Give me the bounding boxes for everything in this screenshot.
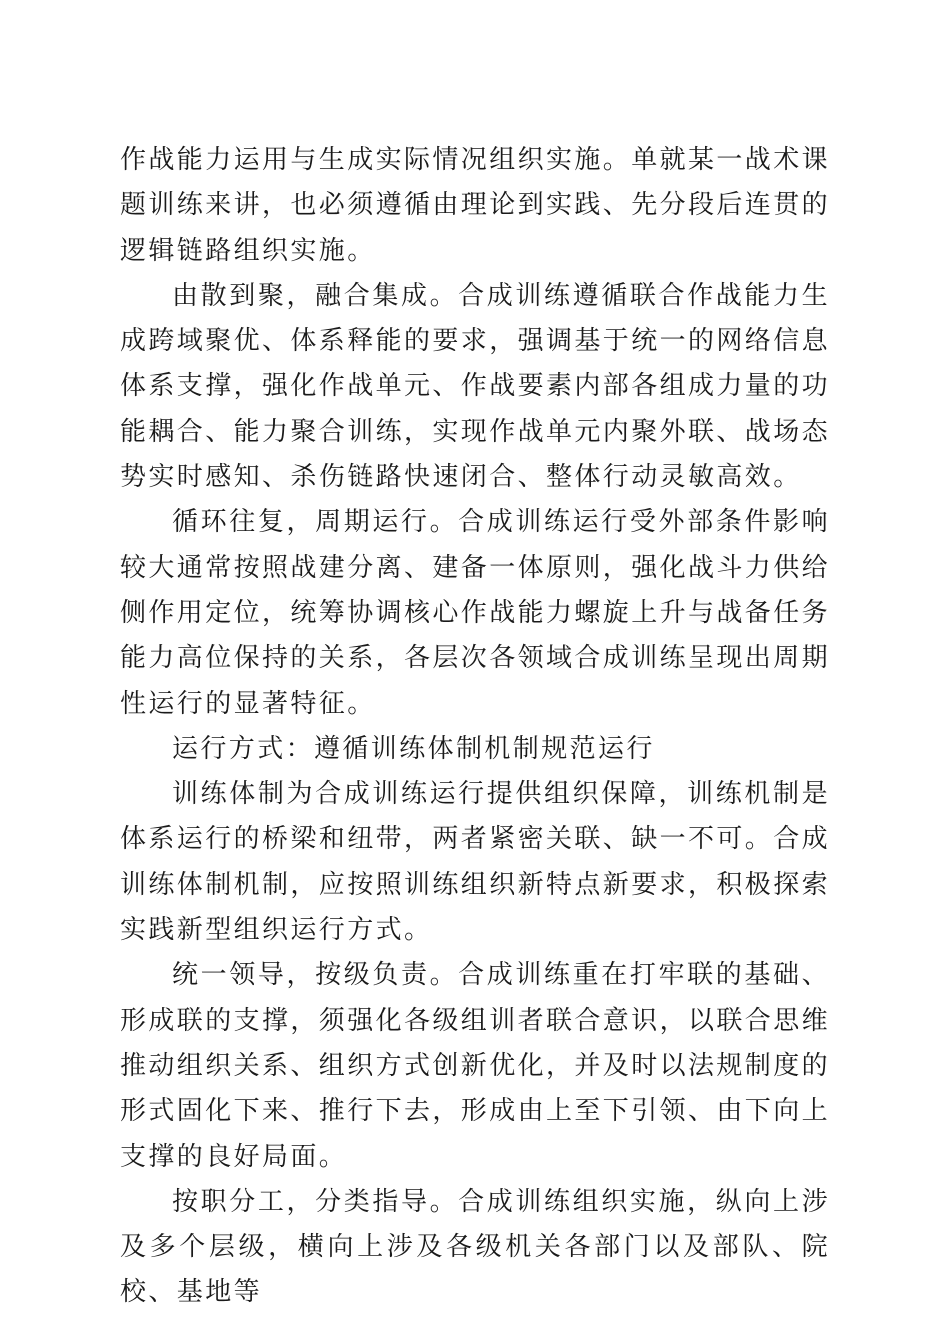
paragraph-scatter-to-gather: 由散到聚，融合集成。合成训练遵循联合作战能力生成跨域聚优、体系释能的要求，强调基于统一的网络信息体系支撑，强化作战单元、作战要素内部各组成力量的功能耦合、能力聚合训练，实现作战单元内聚外联、战场态势实时感知、杀伤链路快速闭合、整体行动灵敏高效。 [120,280,831,493]
paragraph-cyclic-operation: 循环往复，周期运行。合成训练运行受外部条件影响较大通常按照战建分离、建备一体原则，强化战斗力供给侧作用定位，统筹协调核心作战能力螺旋上升与战备任务能力高位保持的关系，各层次各领域合成训练呈现出周期性运行的显著特征。 [120,507,831,719]
document-body [120,138,830,1316]
paragraph-training-system: 训练体制为合成训练运行提供组织保障，训练机制是体系运行的桥梁和纽带，两者紧密关联、缺一不可。合成训练体制机制，应按照训练组织新特点新要求，积极探索实践新型组织运行方式。 [120,779,831,946]
section-heading-operation-mode: 运行方式：遵循训练体制机制规范运行 [172,733,655,764]
paragraph-division-of-duties: 按职分工，分类指导。合成训练组织实施，纵向上涉及多个层级，横向上涉及各级机关各部门以及部队、院校、基地等 [120,1186,830,1308]
paragraph-unified-leadership: 统一领导，按级负责。合成训练重在打牢联的基础、形成联的支撑，须强化各级组训者联合意识，以联合思维推动组织关系、组织方式创新优化，并及时以法规制度的形式固化下来、推行下去，形成由上至下引领、由下向上支撑的良好局面。 [120,960,831,1172]
paragraph-continuation: 作战能力运用与生成实际情况组织实施。单就某一战术课题训练来讲，也必须遵循由理论到实践、先分段后连贯的逻辑链路组织实施。 [120,145,831,266]
